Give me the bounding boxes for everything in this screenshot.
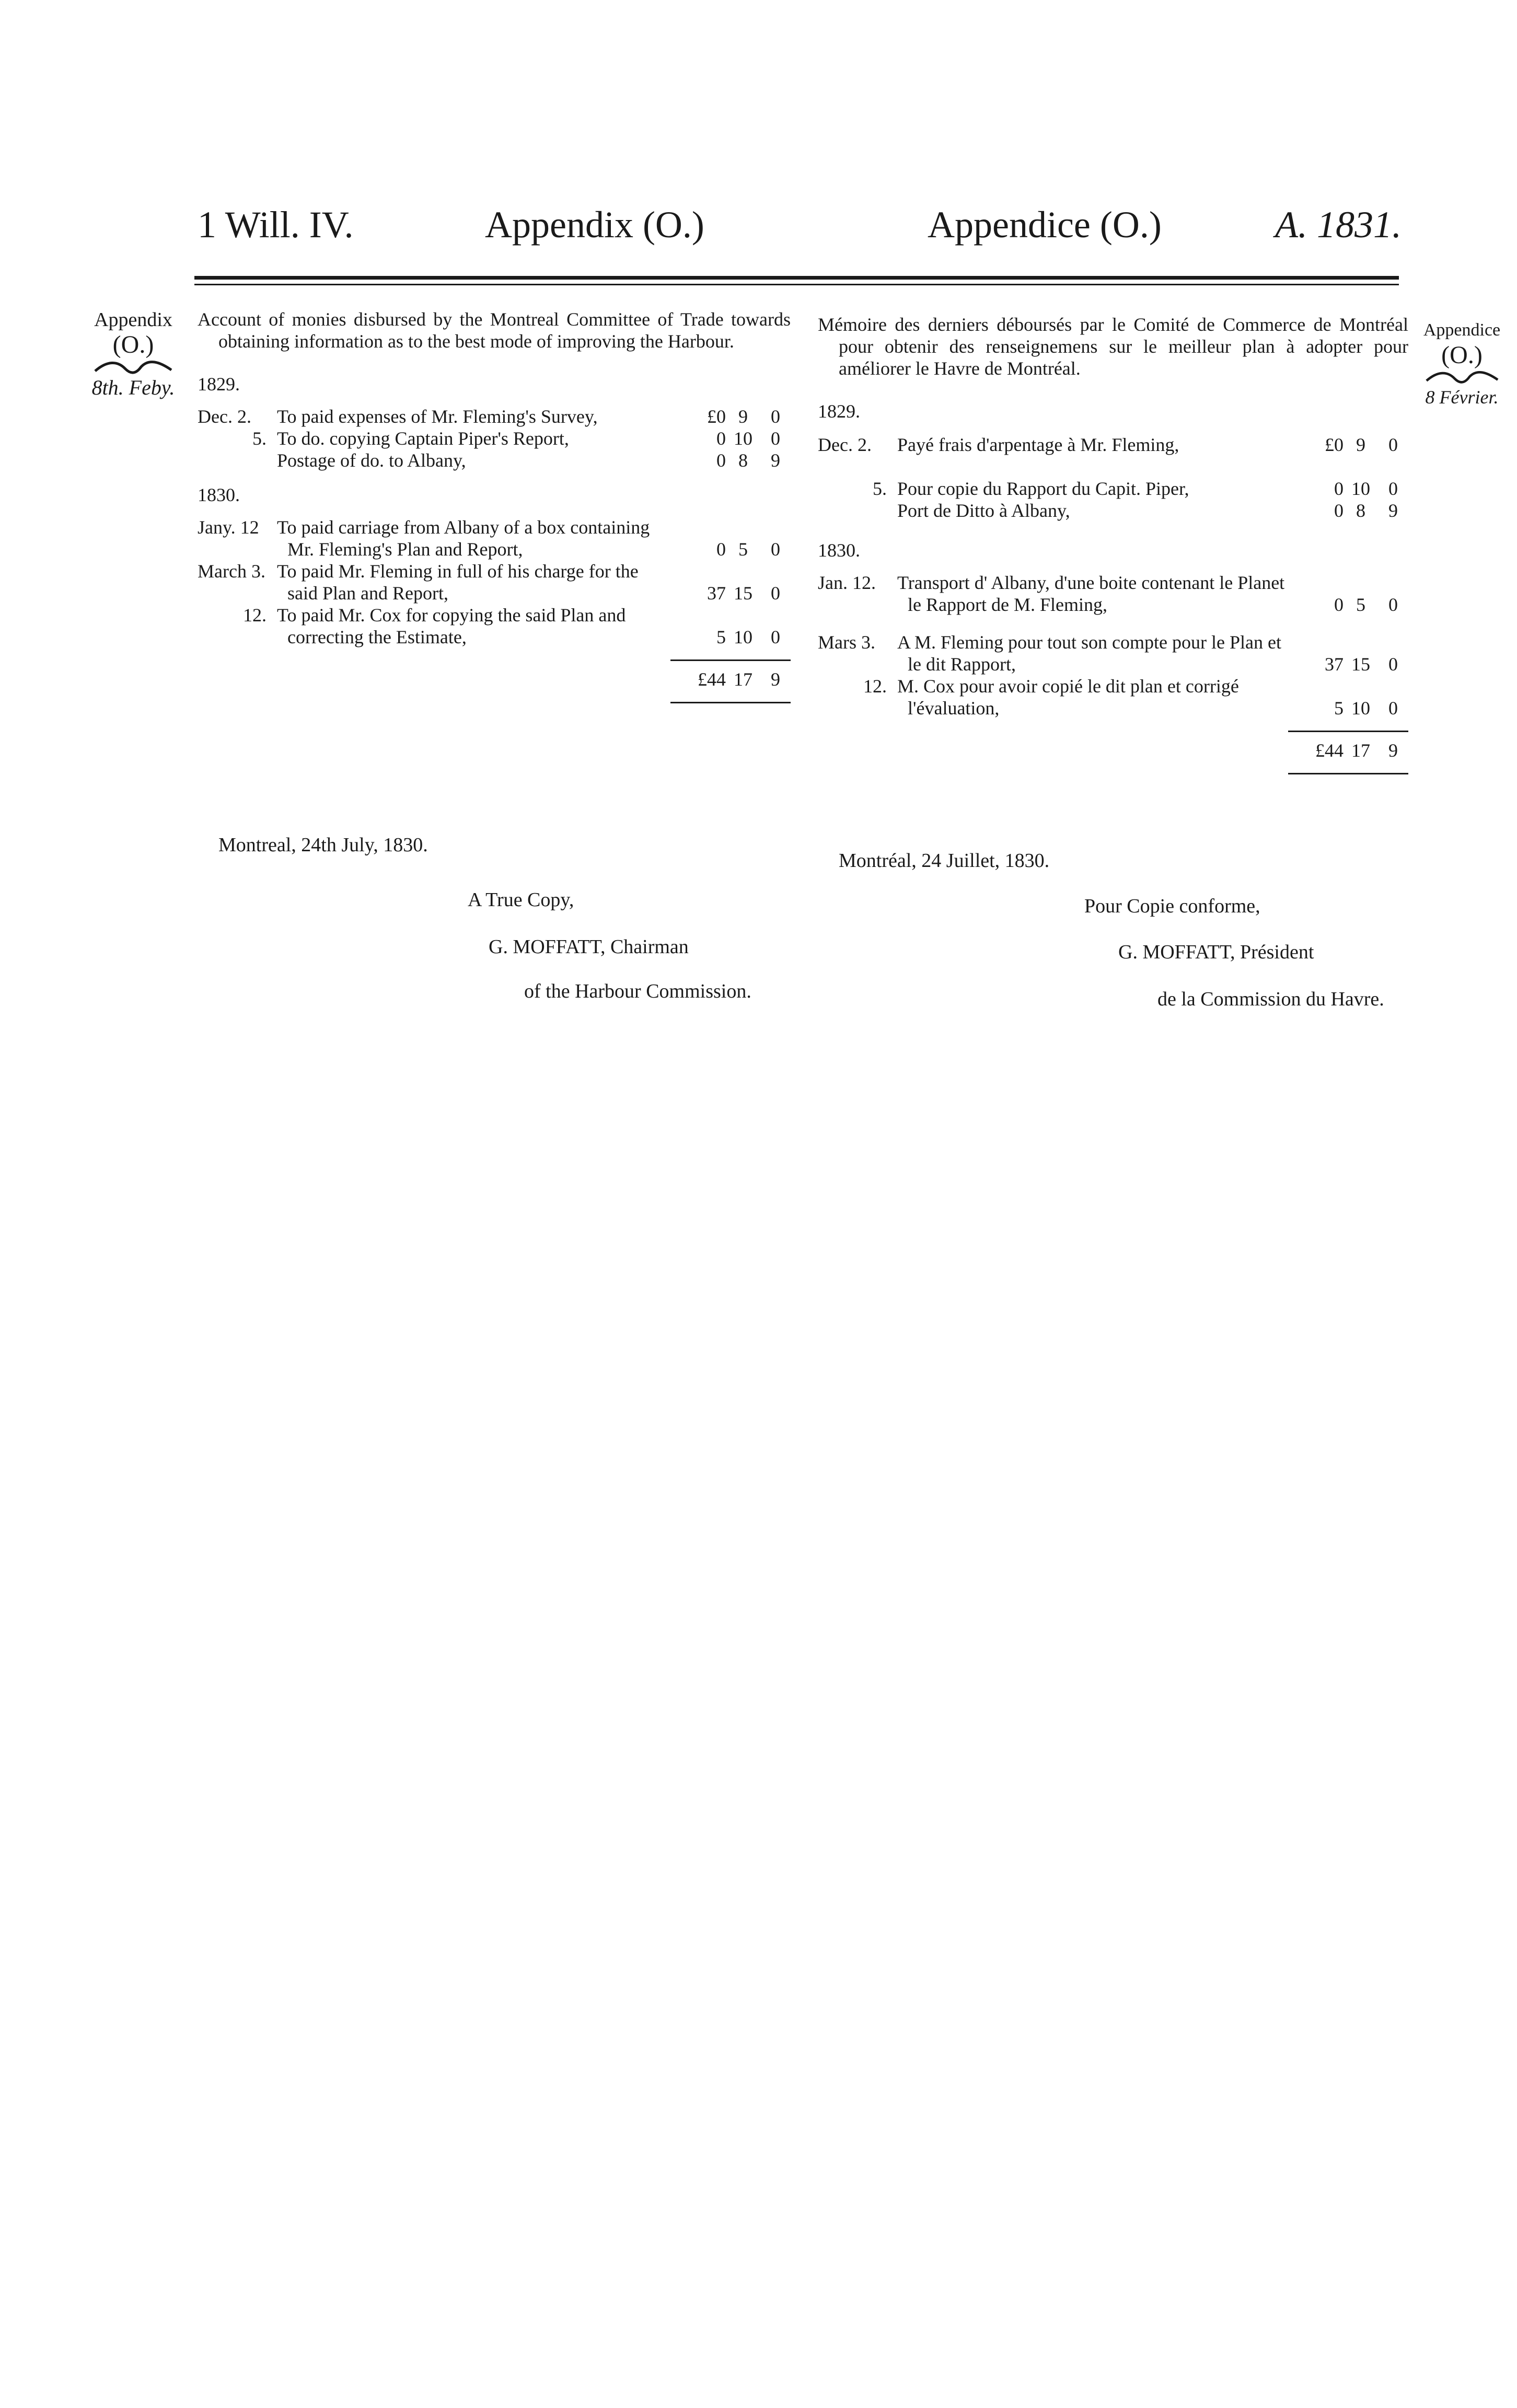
ledger-entry: [818, 478, 1408, 500]
shillings: 8: [1356, 500, 1365, 521]
entry-amount: [1302, 500, 1408, 522]
ledger-entry: [198, 560, 791, 604]
entry-description: Pour copie du Rapport du Capit. Piper,: [897, 478, 1189, 499]
total-rule: [670, 659, 791, 661]
entry-amount: [684, 406, 791, 427]
ledger-entry: [818, 434, 1408, 456]
signer-office: of the Harbour Commission.: [524, 980, 751, 1002]
entry-description: To paid Mr. Fleming in full of his charge for the said Plan and Report,: [277, 561, 639, 604]
shillings: 15: [734, 583, 752, 604]
entry-amount: [1302, 697, 1408, 719]
entry-date: Dec. 2.: [818, 434, 872, 455]
margin-note-left: [73, 308, 193, 399]
ledger-entry: [198, 449, 791, 471]
pence: 0: [1388, 698, 1398, 719]
ledger-entry: [198, 427, 791, 449]
entry-amount: [684, 449, 791, 471]
shillings: 10: [1351, 478, 1370, 499]
pence: 0: [771, 539, 780, 560]
entry-description: To paid carriage from Albany of a box containing Mr. Fleming's Plan and Report,: [277, 517, 650, 560]
pounds: 0: [1334, 478, 1344, 499]
ledger-entry: [198, 604, 791, 648]
pounds: £44: [698, 669, 726, 690]
pence: 0: [771, 627, 780, 647]
entry-amount: [684, 538, 791, 560]
entry-date: March 3.: [198, 561, 265, 582]
entry-date: Dec. 2.: [198, 406, 251, 427]
true-copy: Pour Copie conforme,: [1084, 895, 1260, 917]
margin-note-right-label: Appendice: [1423, 320, 1501, 340]
account-french: [818, 314, 1408, 774]
total-row: [198, 668, 791, 690]
entry-description: To paid Mr. Cox for copying the said Plan and correcting the Estimate,: [277, 605, 626, 647]
pounds: 0: [716, 450, 726, 471]
shillings: 9: [1356, 434, 1365, 455]
total-rule: [1288, 773, 1408, 774]
shillings: 10: [734, 428, 752, 449]
header-title-english: Appendix (O.): [485, 204, 704, 246]
shillings: 17: [734, 669, 752, 690]
entry-description: Postage of do. to Albany,: [277, 450, 466, 471]
pence: 0: [771, 406, 780, 427]
year-label: 1830.: [198, 484, 240, 505]
year-label: 1829.: [818, 401, 860, 422]
pounds: 0: [716, 539, 726, 560]
pence: 0: [1388, 478, 1398, 499]
total-amount: [684, 668, 791, 690]
margin-note-left-label: Appendix: [94, 309, 172, 331]
year-label: 1830.: [818, 540, 860, 561]
margin-note-right-letter: (O.): [1441, 341, 1483, 369]
entry-description: Port de Ditto à Albany,: [897, 500, 1070, 521]
account-intro: Mémoire des derniers déboursés par le Comité de Commerce de Montréal pour obtenir des renseignemens sur le meilleur plan à adopter pour améliorer le Havre de Montréal.: [818, 314, 1408, 379]
total-amount: [1302, 739, 1408, 761]
shillings: 10: [734, 627, 752, 647]
header-rule-thin: [194, 284, 1399, 285]
entry-amount: [1302, 434, 1408, 456]
entry-amount: [684, 626, 791, 648]
ledger-entry: [818, 631, 1408, 675]
entry-description: Transport d' Albany, d'une boite contenant le Planet le Rapport de M. Fleming,: [897, 572, 1285, 615]
entry-description: To paid expenses of Mr. Fleming's Survey,: [277, 406, 598, 427]
pounds: £0: [707, 406, 726, 427]
signer-name: G. MOFFATT, Chairman: [489, 936, 689, 958]
entry-description: A M. Fleming pour tout son compte pour le Plan et le dit Rapport,: [897, 632, 1281, 675]
entry-date: [818, 500, 897, 522]
shillings: 5: [1356, 594, 1365, 615]
entry-amount: [684, 582, 791, 604]
pence: 9: [1388, 500, 1398, 521]
pounds: £0: [1325, 434, 1344, 455]
flourish-icon: [94, 360, 172, 375]
ledger-entry: [818, 500, 1408, 522]
ledger-entry: [198, 516, 791, 560]
pence: 9: [771, 669, 780, 690]
shillings: 10: [1351, 698, 1370, 719]
place-date: Montréal, 24 Juillet, 1830.: [839, 850, 1050, 872]
true-copy: A True Copy,: [468, 889, 574, 911]
entry-date: 5.: [873, 478, 887, 499]
pence: 0: [1388, 434, 1398, 455]
header-session: 1 Will. IV.: [198, 204, 354, 246]
pounds: 5: [1334, 698, 1344, 719]
pounds: 37: [707, 583, 726, 604]
pounds: 0: [1334, 594, 1344, 615]
shillings: 8: [738, 450, 748, 471]
ledger-entry: [818, 675, 1408, 719]
flourish-icon: [1426, 370, 1499, 385]
entry-description: To do. copying Captain Piper's Report,: [277, 428, 569, 449]
entry-description: Payé frais d'arpentage à Mr. Fleming,: [897, 434, 1179, 455]
total-rule: [1288, 731, 1408, 732]
margin-note-left-date: 8th. Feby.: [91, 376, 175, 399]
margin-note-right: [1411, 319, 1513, 409]
shillings: 9: [738, 406, 748, 427]
entry-amount: [1302, 653, 1408, 675]
entry-date: 12.: [863, 676, 887, 697]
pounds: 5: [716, 627, 726, 647]
shillings: 5: [738, 539, 748, 560]
entry-date: Jany. 12: [198, 517, 259, 538]
entry-amount: [1302, 478, 1408, 500]
account-intro: Account of monies disbursed by the Montreal Committee of Trade towards obtaining information as to the best mode of improving the Harbour.: [198, 309, 791, 352]
pounds: £44: [1315, 740, 1344, 761]
total-rule: [670, 702, 791, 703]
pence: 0: [771, 428, 780, 449]
entry-date: 12.: [243, 605, 267, 626]
pounds: 37: [1325, 654, 1344, 675]
entry-amount: [684, 427, 791, 449]
margin-note-right-date: 8 Février.: [1425, 387, 1499, 408]
entry-date: [198, 449, 277, 471]
entry-date: 5.: [252, 428, 267, 449]
place-date: Montreal, 24th July, 1830.: [218, 834, 428, 856]
signer-office: de la Commission du Havre.: [1157, 988, 1384, 1010]
pence: 0: [1388, 654, 1398, 675]
total-row: [818, 739, 1408, 761]
pounds: 0: [1334, 500, 1344, 521]
entry-description: M. Cox pour avoir copié le dit plan et corrigé l'évaluation,: [897, 676, 1239, 719]
signer-name: G. MOFFATT, Président: [1118, 941, 1314, 963]
pence: 9: [1388, 740, 1398, 761]
header-title-french: Appendice (O.): [928, 204, 1162, 246]
entry-date: Jan. 12.: [818, 572, 876, 593]
ledger-entry: [198, 406, 791, 427]
header-year: A. 1831.: [1275, 204, 1402, 246]
account-english: [198, 308, 791, 703]
pounds: 0: [716, 428, 726, 449]
margin-note-left-letter: (O.): [112, 331, 154, 358]
pence: 0: [1388, 594, 1398, 615]
shillings: 17: [1351, 740, 1370, 761]
pence: 9: [771, 450, 780, 471]
header-rule-thick: [194, 276, 1399, 280]
shillings: 15: [1351, 654, 1370, 675]
entry-date: Mars 3.: [818, 632, 875, 653]
ledger-entry: [818, 572, 1408, 616]
entry-amount: [1302, 594, 1408, 616]
pence: 0: [771, 583, 780, 604]
year-label: 1829.: [198, 374, 240, 395]
